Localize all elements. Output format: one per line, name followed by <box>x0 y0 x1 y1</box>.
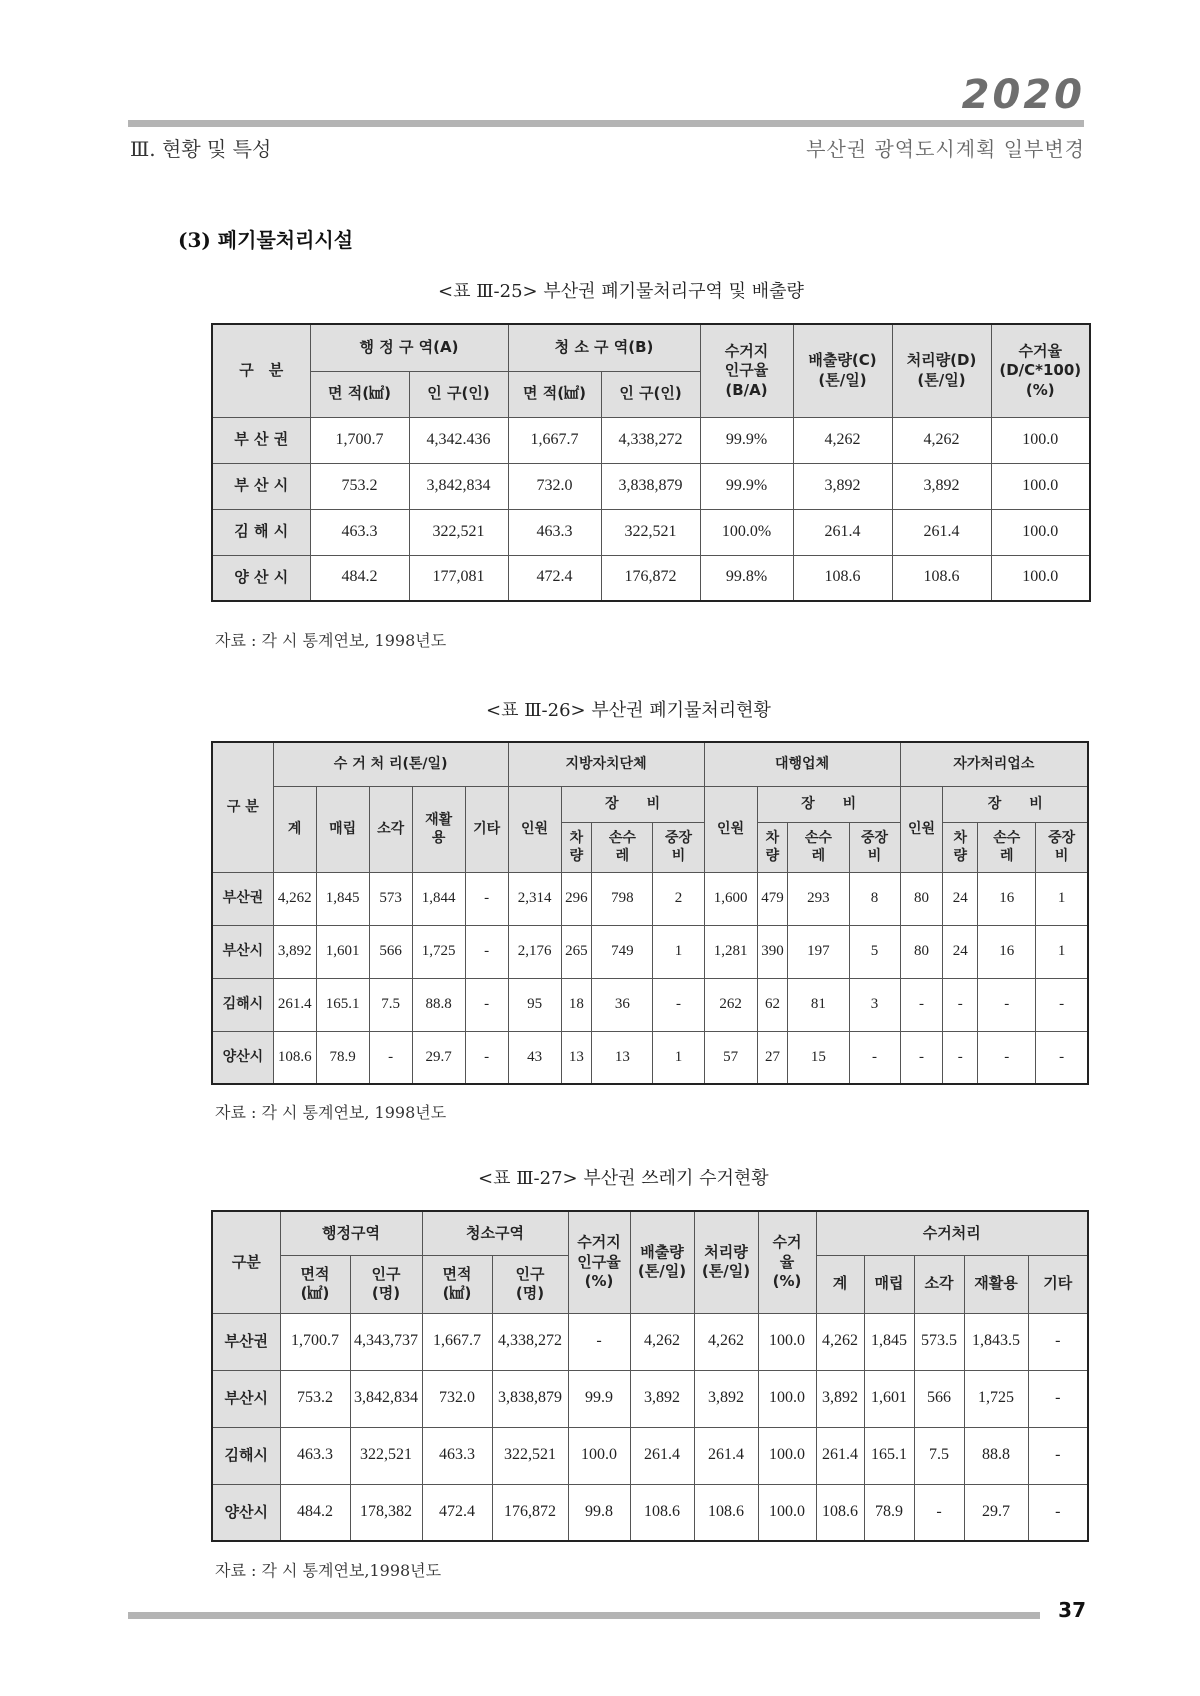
table26 <box>211 741 1089 1085</box>
t26-header-agency-equip: 장 비 <box>757 786 900 822</box>
table-cell: 80 <box>900 872 943 925</box>
t25-header-clean: 청 소 구 역(B) <box>508 324 700 371</box>
table-cell: 2,314 <box>508 872 561 925</box>
table-row <box>212 1484 1088 1541</box>
t26-header-agency: 대행업체 <box>704 742 900 786</box>
table-cell: 732.0 <box>508 463 601 509</box>
t26-header-local-equip: 장 비 <box>561 786 704 822</box>
table-cell: 108.6 <box>273 1031 316 1084</box>
row-label: 김 해 시 <box>212 509 310 555</box>
table-cell: 24 <box>943 925 978 978</box>
row-label: 부산시 <box>212 1370 280 1427</box>
table27 <box>211 1210 1089 1542</box>
row-label: 김해시 <box>212 978 273 1031</box>
table26-caption: <표 Ⅲ-26> 부산권 폐기물처리현황 <box>486 700 771 721</box>
table-cell: - <box>900 978 943 1031</box>
table-cell: 261.4 <box>793 509 892 555</box>
t26-header-local-vehicle: 차 량 <box>561 822 592 872</box>
table-cell: 78.9 <box>316 1031 369 1084</box>
t27-header-landfill: 매립 <box>864 1255 914 1313</box>
table-cell: 1,667.7 <box>422 1313 492 1370</box>
table-cell: 261.4 <box>892 509 991 555</box>
table-cell: 1,667.7 <box>508 417 601 463</box>
t26-header-agency-vehicle: 차 량 <box>757 822 788 872</box>
t26-header-agency-staff: 인원 <box>704 786 757 872</box>
table-cell: 5 <box>849 925 900 978</box>
table-cell: 1 <box>653 1031 704 1084</box>
table-cell: 1,843.5 <box>964 1313 1028 1370</box>
table-row <box>212 463 1090 509</box>
t27-header-ratio: 수거지 인구율 (%) <box>568 1211 630 1313</box>
table-cell: 15 <box>788 1031 849 1084</box>
table-cell: 261.4 <box>816 1427 864 1484</box>
table-cell: 100.0 <box>758 1427 816 1484</box>
table-cell: 472.4 <box>422 1484 492 1541</box>
table-cell: 472.4 <box>508 555 601 601</box>
table-cell: 798 <box>592 872 653 925</box>
row-label: 김해시 <box>212 1427 280 1484</box>
table-row <box>212 1313 1088 1370</box>
t26-header-self-vehicle: 차 량 <box>943 822 978 872</box>
table-cell: 99.9% <box>700 463 793 509</box>
table-row <box>212 1031 1088 1084</box>
table-cell: 1 <box>1036 925 1088 978</box>
t27-header-admin-area: 면적 (㎢) <box>280 1255 350 1313</box>
table-cell: 3,842,834 <box>409 463 508 509</box>
row-label: 양산시 <box>212 1484 280 1541</box>
table-cell: 100.0 <box>568 1427 630 1484</box>
footer-rule <box>128 1612 1040 1619</box>
table-cell: 16 <box>978 925 1036 978</box>
table-cell: 293 <box>788 872 849 925</box>
table-cell: 27 <box>757 1031 788 1084</box>
table-cell: 3,838,879 <box>492 1370 568 1427</box>
table-cell: 322,521 <box>409 509 508 555</box>
table-cell: 1,281 <box>704 925 757 978</box>
table-cell: 261.4 <box>630 1427 694 1484</box>
table-cell: 3,892 <box>892 463 991 509</box>
table-cell: 3,892 <box>694 1370 758 1427</box>
table-cell: 4,262 <box>273 872 316 925</box>
table-cell: 13 <box>561 1031 592 1084</box>
table-cell: - <box>465 978 508 1031</box>
t27-header-recycle: 재활용 <box>964 1255 1028 1313</box>
table-cell: 3,892 <box>273 925 316 978</box>
table-cell: 732.0 <box>422 1370 492 1427</box>
table-cell: 108.6 <box>816 1484 864 1541</box>
table-cell: 95 <box>508 978 561 1031</box>
table-cell: 1,700.7 <box>280 1313 350 1370</box>
table-cell: 566 <box>914 1370 964 1427</box>
table-cell: 29.7 <box>964 1484 1028 1541</box>
table-cell: 197 <box>788 925 849 978</box>
table-cell: 463.3 <box>280 1427 350 1484</box>
table-cell: 24 <box>943 872 978 925</box>
table-cell: - <box>465 925 508 978</box>
table-cell: - <box>914 1484 964 1541</box>
page-number: 37 <box>1058 1598 1086 1622</box>
t27-header-collect-rate: 수거 율 (%) <box>758 1211 816 1313</box>
table-cell: 78.9 <box>864 1484 914 1541</box>
table-cell: 43 <box>508 1031 561 1084</box>
table-cell: 463.3 <box>508 509 601 555</box>
table-cell: 4,262 <box>694 1313 758 1370</box>
table-cell: 479 <box>757 872 788 925</box>
table-cell: - <box>900 1031 943 1084</box>
table-row <box>212 555 1090 601</box>
table-cell: 296 <box>561 872 592 925</box>
table-cell: 81 <box>788 978 849 1031</box>
table-cell: 322,521 <box>492 1427 568 1484</box>
table25 <box>211 323 1091 602</box>
table-cell: 100.0 <box>991 555 1090 601</box>
t26-header-self-heavy: 중장 비 <box>1036 822 1088 872</box>
document-year: 2020 <box>961 72 1085 118</box>
row-label: 부산시 <box>212 925 273 978</box>
t26-header-local-heavy: 중장 비 <box>653 822 704 872</box>
t27-header-clean-pop: 인구 (명) <box>492 1255 568 1313</box>
t27-header-incinerate: 소각 <box>914 1255 964 1313</box>
table-cell: 4,343,737 <box>350 1313 422 1370</box>
table-cell: 176,872 <box>492 1484 568 1541</box>
t26-header-incinerate: 소각 <box>369 786 412 872</box>
row-label: 부 산 권 <box>212 417 310 463</box>
table27-source: 자료 : 각 시 통계연보,1998년도 <box>215 1561 442 1580</box>
table-cell: 1,601 <box>864 1370 914 1427</box>
t26-header-gubun: 구 분 <box>212 742 273 872</box>
table-cell: 100.0 <box>758 1313 816 1370</box>
t25-header-ratio: 수거지 인구율 (B/A) <box>700 324 793 417</box>
table-cell: 36 <box>592 978 653 1031</box>
t27-header-admin-pop: 인구 (명) <box>350 1255 422 1313</box>
t25-header-discharge: 배출량(C) (톤/일) <box>793 324 892 417</box>
table-cell: 29.7 <box>412 1031 465 1084</box>
table-cell: 16 <box>978 872 1036 925</box>
table-cell: - <box>849 1031 900 1084</box>
t25-header-admin-area: 면 적(㎢) <box>310 371 409 417</box>
table-cell: - <box>369 1031 412 1084</box>
table-cell: 178,382 <box>350 1484 422 1541</box>
table-cell: 3,838,879 <box>601 463 700 509</box>
table-row <box>212 1427 1088 1484</box>
table-cell: 13 <box>592 1031 653 1084</box>
t26-header-agency-heavy: 중장 비 <box>849 822 900 872</box>
table-cell: 165.1 <box>864 1427 914 1484</box>
table-cell: 1,725 <box>412 925 465 978</box>
table-cell: 1 <box>1036 872 1088 925</box>
row-label: 양 산 시 <box>212 555 310 601</box>
t27-header-treat: 처리량 (톤/일) <box>694 1211 758 1313</box>
table-cell: 1,700.7 <box>310 417 409 463</box>
t26-header-self-staff: 인원 <box>900 786 943 872</box>
table-cell: - <box>465 1031 508 1084</box>
table27-caption: <표 Ⅲ-27> 부산권 쓰레기 수거현황 <box>478 1168 769 1189</box>
table-cell: 3,892 <box>793 463 892 509</box>
t27-header-discharge: 배출량 (톤/일) <box>630 1211 694 1313</box>
table-cell: 3,892 <box>630 1370 694 1427</box>
t26-header-local-staff: 인원 <box>508 786 561 872</box>
table-cell: 1,725 <box>964 1370 1028 1427</box>
row-label: 부 산 시 <box>212 463 310 509</box>
table-cell: 566 <box>369 925 412 978</box>
table-cell: 2 <box>653 872 704 925</box>
table-cell: 100.0 <box>991 509 1090 555</box>
t26-header-local-cart: 손수 레 <box>592 822 653 872</box>
table-cell: 62 <box>757 978 788 1031</box>
table-cell: 753.2 <box>280 1370 350 1427</box>
table-cell: 1,600 <box>704 872 757 925</box>
table-cell: 322,521 <box>350 1427 422 1484</box>
table-cell: 7.5 <box>369 978 412 1031</box>
t26-header-etc: 기타 <box>465 786 508 872</box>
t26-header-total: 계 <box>273 786 316 872</box>
t26-header-local: 지방자치단체 <box>508 742 704 786</box>
t25-header-clean-area: 면 적(㎢) <box>508 371 601 417</box>
table-cell: 57 <box>704 1031 757 1084</box>
table-cell: - <box>465 872 508 925</box>
table-cell: 1,845 <box>316 872 369 925</box>
t27-header-admin: 행정구역 <box>280 1211 422 1255</box>
table-cell: 8 <box>849 872 900 925</box>
table-cell: 265 <box>561 925 592 978</box>
table-cell: 88.8 <box>412 978 465 1031</box>
table-cell: 4,262 <box>630 1313 694 1370</box>
table-row <box>212 509 1090 555</box>
t27-header-collect: 수거처리 <box>816 1211 1088 1255</box>
t25-header-treat: 처리량(D) (톤/일) <box>892 324 991 417</box>
table-row <box>212 417 1090 463</box>
table-row <box>212 925 1088 978</box>
table-cell: 4,262 <box>816 1313 864 1370</box>
table-cell: - <box>943 1031 978 1084</box>
table-cell: 99.9% <box>700 417 793 463</box>
table-cell: 80 <box>900 925 943 978</box>
row-label: 양산시 <box>212 1031 273 1084</box>
table-cell: 18 <box>561 978 592 1031</box>
table-cell: 1,601 <box>316 925 369 978</box>
table25-source: 자료 : 각 시 통계연보, 1998년도 <box>215 631 447 650</box>
table-cell: 108.6 <box>630 1484 694 1541</box>
table-cell: 749 <box>592 925 653 978</box>
t26-header-collect: 수 거 처 리(톤/일) <box>273 742 508 786</box>
table26-source: 자료 : 각 시 통계연보, 1998년도 <box>215 1103 447 1122</box>
t26-header-agency-cart: 손수 레 <box>788 822 849 872</box>
table-cell: - <box>943 978 978 1031</box>
table-cell: 165.1 <box>316 978 369 1031</box>
table-cell: 261.4 <box>273 978 316 1031</box>
header-rule <box>128 120 1084 127</box>
table-cell: - <box>1036 1031 1088 1084</box>
table-cell: 99.8 <box>568 1484 630 1541</box>
table-cell: 100.0% <box>700 509 793 555</box>
table-cell: 463.3 <box>422 1427 492 1484</box>
table-cell: 484.2 <box>280 1484 350 1541</box>
table-cell: 100.0 <box>758 1484 816 1541</box>
table-cell: 4,338,272 <box>601 417 700 463</box>
t26-header-self-equip: 장 비 <box>943 786 1088 822</box>
table-cell: 88.8 <box>964 1427 1028 1484</box>
table-cell: 573.5 <box>914 1313 964 1370</box>
table-cell: 4,262 <box>793 417 892 463</box>
table-cell: 176,872 <box>601 555 700 601</box>
table-row <box>212 1370 1088 1427</box>
row-label: 부산권 <box>212 1313 280 1370</box>
document-title: 부산권 광역도시계획 일부변경 <box>806 137 1085 161</box>
t26-header-recycle: 재활 용 <box>412 786 465 872</box>
table-cell: 261.4 <box>694 1427 758 1484</box>
table-cell: 1,844 <box>412 872 465 925</box>
t25-header-admin-pop: 인 구(인) <box>409 371 508 417</box>
table-cell: - <box>1036 978 1088 1031</box>
table-cell: 4,338,272 <box>492 1313 568 1370</box>
table-cell: 1,845 <box>864 1313 914 1370</box>
table-cell: 573 <box>369 872 412 925</box>
table-cell: - <box>568 1313 630 1370</box>
table-row <box>212 978 1088 1031</box>
table-cell: - <box>1028 1427 1088 1484</box>
chapter-title: Ⅲ. 현황 및 특성 <box>130 137 272 161</box>
t26-header-self: 자가처리업소 <box>900 742 1088 786</box>
table-cell: - <box>1028 1313 1088 1370</box>
table-cell: 7.5 <box>914 1427 964 1484</box>
t27-header-clean: 청소구역 <box>422 1211 568 1255</box>
table-cell: 262 <box>704 978 757 1031</box>
table-cell: 4,342.436 <box>409 417 508 463</box>
table-cell: 2,176 <box>508 925 561 978</box>
t25-header-collect: 수거율 (D/C*100) (%) <box>991 324 1090 417</box>
table-cell: 1 <box>653 925 704 978</box>
table-cell: 3 <box>849 978 900 1031</box>
t25-header-admin: 행 정 구 역(A) <box>310 324 508 371</box>
table-cell: 100.0 <box>991 463 1090 509</box>
table-cell: 100.0 <box>758 1370 816 1427</box>
table-cell: 753.2 <box>310 463 409 509</box>
t26-header-landfill: 매립 <box>316 786 369 872</box>
table-cell: 99.8% <box>700 555 793 601</box>
table-cell: 177,081 <box>409 555 508 601</box>
table-cell: - <box>1028 1370 1088 1427</box>
table-cell: 100.0 <box>991 417 1090 463</box>
row-label: 부산권 <box>212 872 273 925</box>
t27-header-total: 계 <box>816 1255 864 1313</box>
table-row <box>212 872 1088 925</box>
table-cell: 108.6 <box>892 555 991 601</box>
t27-header-gubun: 구분 <box>212 1211 280 1313</box>
t27-header-etc: 기타 <box>1028 1255 1088 1313</box>
section-title: (3) 폐기물처리시설 <box>178 228 354 252</box>
t27-header-clean-area: 면적 (㎢) <box>422 1255 492 1313</box>
table-cell: 4,262 <box>892 417 991 463</box>
table-cell: 390 <box>757 925 788 978</box>
table-cell: 99.9 <box>568 1370 630 1427</box>
table-cell: - <box>653 978 704 1031</box>
t25-header-gubun: 구 분 <box>212 324 310 417</box>
t26-header-self-cart: 손수 레 <box>978 822 1036 872</box>
table-cell: 108.6 <box>694 1484 758 1541</box>
table-cell: 322,521 <box>601 509 700 555</box>
table-cell: - <box>978 978 1036 1031</box>
table-cell: 3,892 <box>816 1370 864 1427</box>
table-cell: 463.3 <box>310 509 409 555</box>
table-cell: 3,842,834 <box>350 1370 422 1427</box>
table-cell: 108.6 <box>793 555 892 601</box>
table-cell: 484.2 <box>310 555 409 601</box>
table25-caption: <표 Ⅲ-25> 부산권 폐기물처리구역 및 배출량 <box>438 281 804 302</box>
table-cell: - <box>1028 1484 1088 1541</box>
table-cell: - <box>978 1031 1036 1084</box>
t25-header-clean-pop: 인 구(인) <box>601 371 700 417</box>
